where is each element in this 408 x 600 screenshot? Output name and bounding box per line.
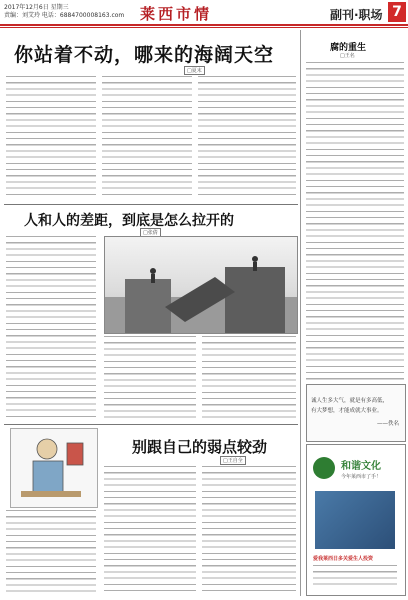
leaf-logo-icon [313,457,335,479]
header-rule [0,24,408,26]
ad-box-quote [306,384,406,442]
ad-quote-attribution: ——佚名 [376,421,399,427]
ad-quote-line-2: 有大梦想，才能成就大事业。 [311,408,383,414]
ad-box-harmony [306,444,406,596]
article-3-title: 别跟自己的弱点较劲 [132,438,268,456]
ad-harmony-title: 和谐文化 [341,461,381,472]
article-3-text-col-1 [6,510,96,594]
divider [4,424,298,425]
side-article-title: 腐的重生 [330,43,367,53]
page-number-badge: 7 [388,2,406,22]
ad-harmony-line: 爱我莱西日多关爱生人投资 [313,556,374,562]
ad-harmony-subtitle: 今年莱西市了手！ [341,474,382,480]
side-article-author: □王名 [340,53,355,59]
editor-line: 责编：刘艾玲 电话：6884700008163.com [4,12,125,19]
ad-harmony-text [313,565,397,589]
ad-harmony-photo [315,491,395,549]
section-title: 副刊·职场 [330,8,383,22]
rooftop-scene-icon [105,237,297,333]
article-2-title: 人和人的差距，到底是怎么拉开的 [24,213,234,229]
article-3-text-col-3 [202,466,296,594]
article-1-author: □夏末 [184,66,205,75]
side-article-text [306,62,404,380]
article-2-author: □张倩 [140,228,161,237]
masthead: 莱西市情 [140,5,213,23]
article-1-text-col-1 [6,76,96,200]
ad-quote-line-1: 诚人生多大气，就是有多高低， [311,398,389,404]
article-3-text-col-2 [104,466,196,594]
person-illustration-icon [11,429,97,507]
article-1-text-col-3 [198,76,296,200]
article-2-text-col-1 [6,236,96,420]
illustration-figure [10,428,98,508]
divider [4,204,298,205]
article-2-text-col-2 [104,336,196,420]
article-2-text-col-3 [202,336,296,420]
issue-date: 2017年12月6日 星期三 [4,4,69,11]
column-divider [300,30,301,596]
illustration-rooftops [104,236,298,334]
header-rule-thin [0,27,408,28]
article-1-text-col-2 [102,76,192,200]
article-3-author: □王自全 [220,456,246,465]
article-1-title: 你站着不动，哪来的海阔天空 [14,44,275,66]
